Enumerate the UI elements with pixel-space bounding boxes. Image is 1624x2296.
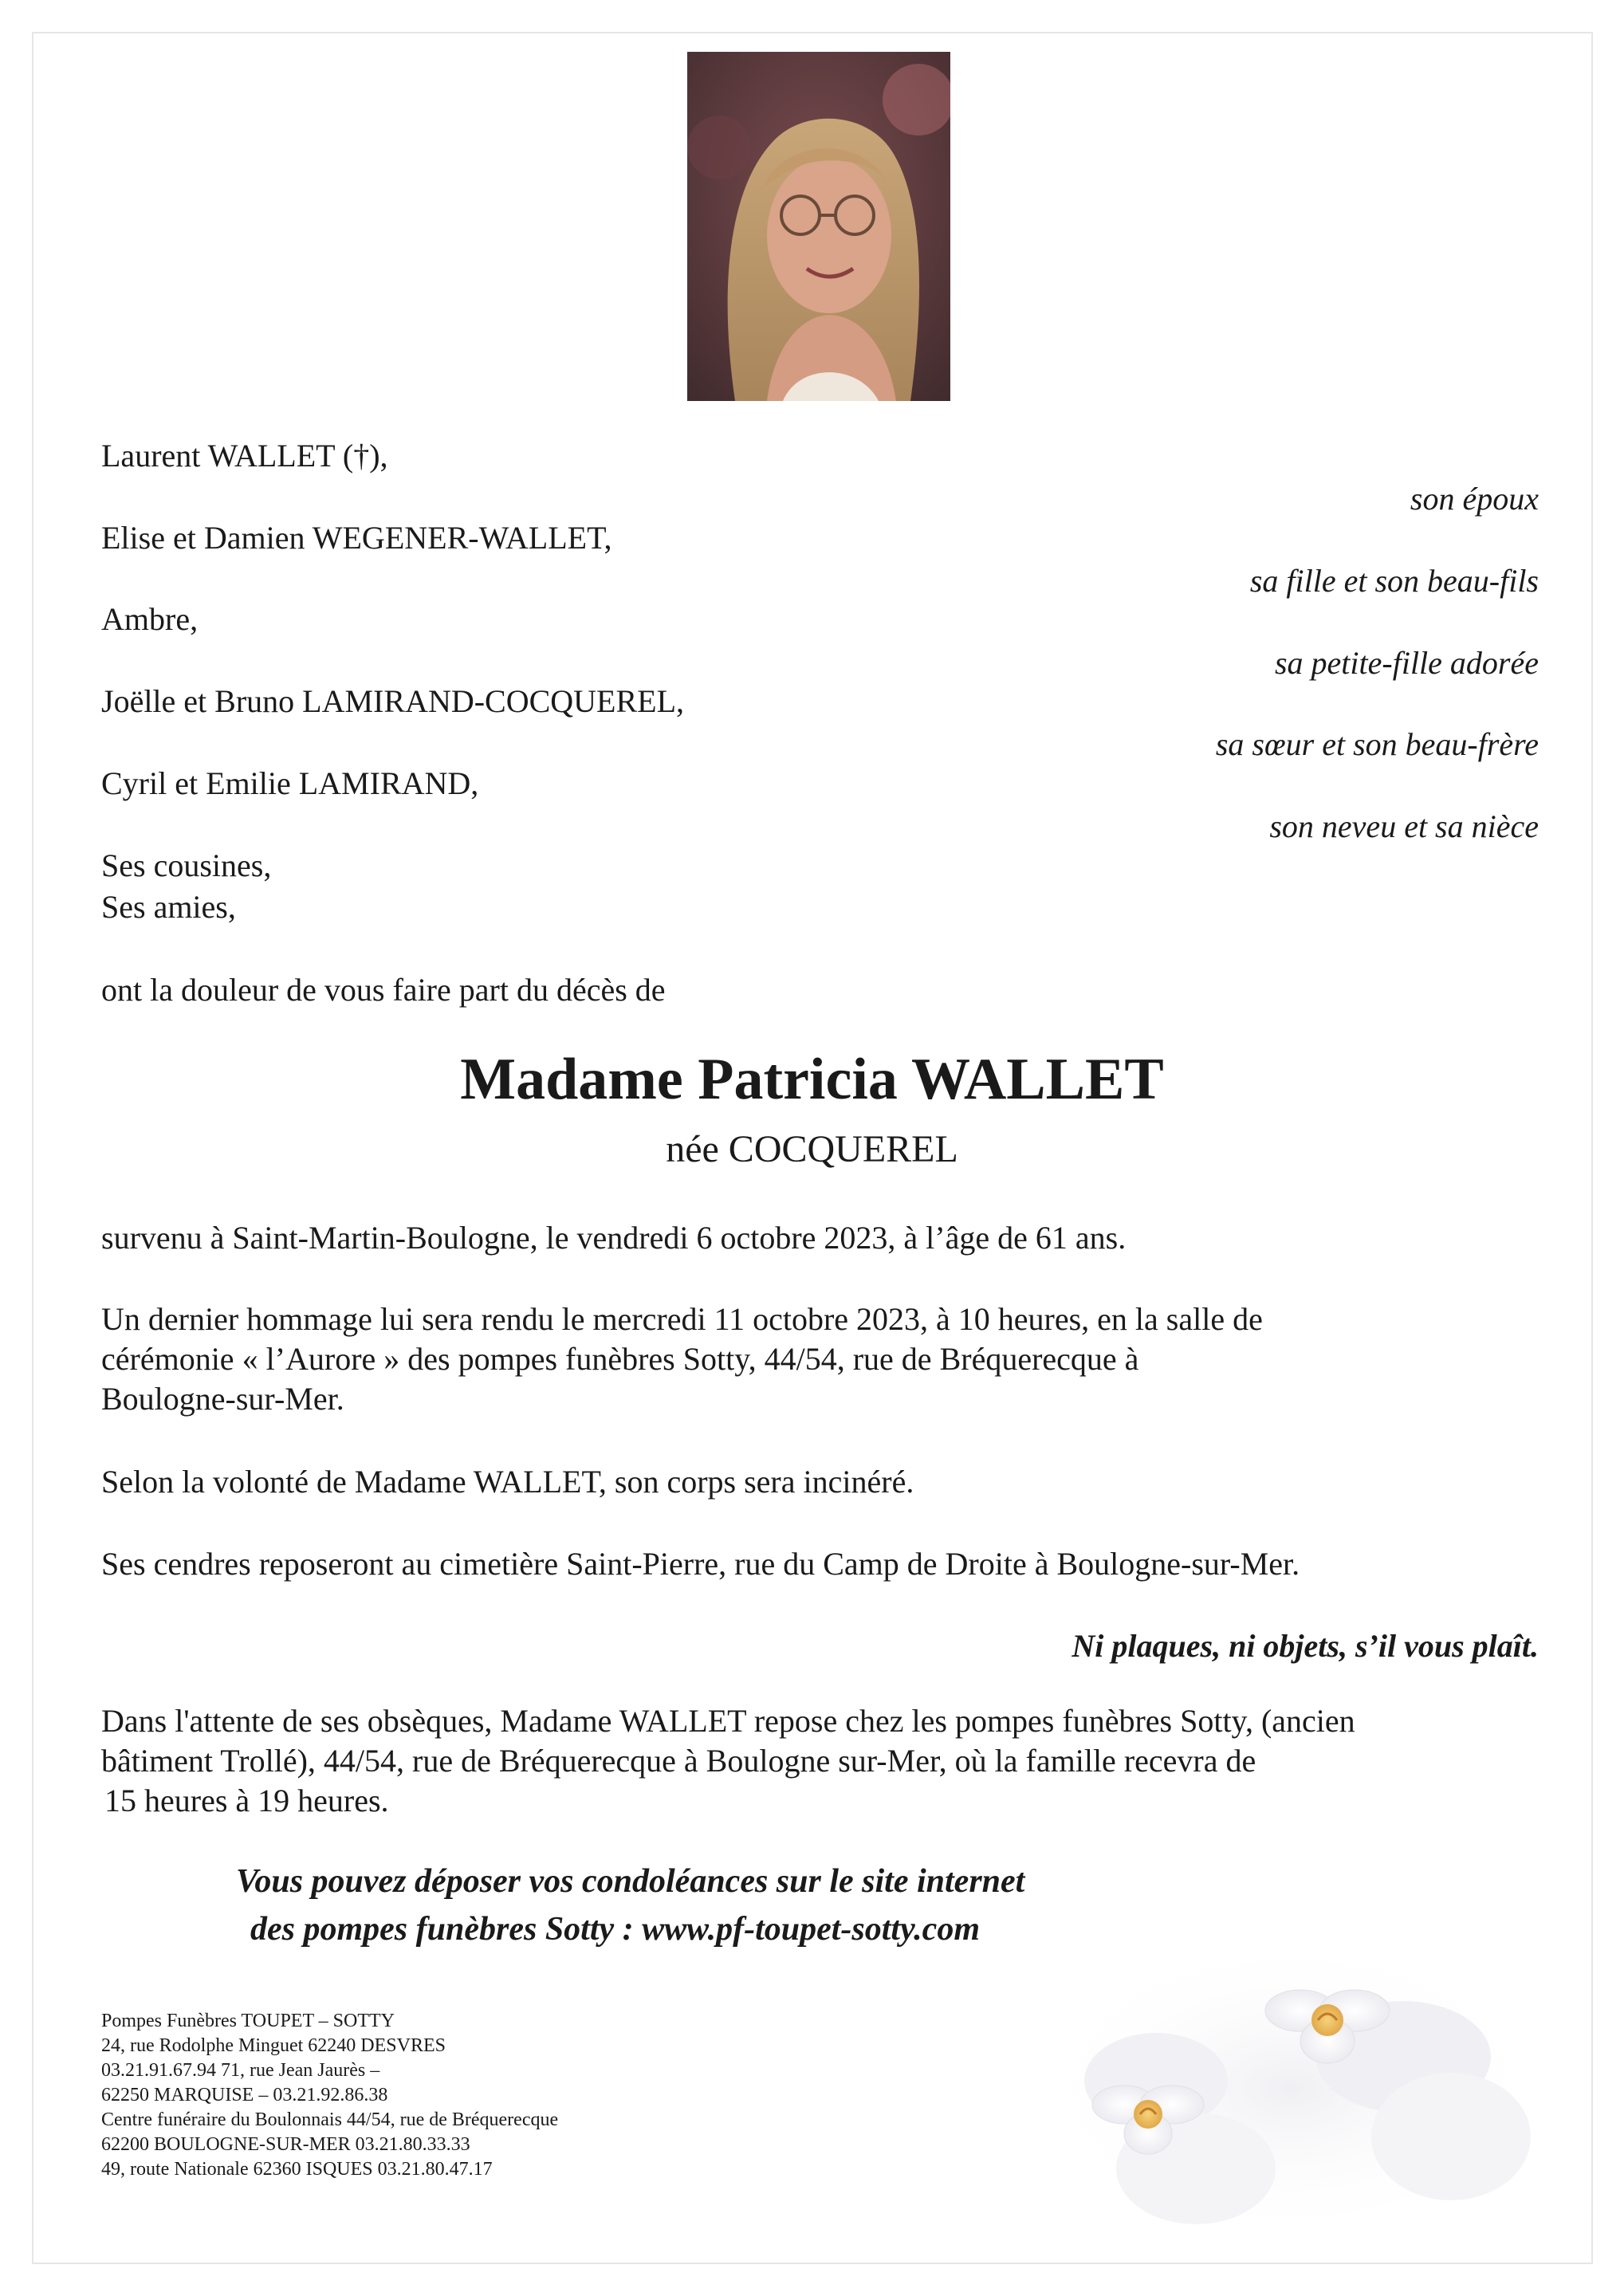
tribute-line: Boulogne-sur-Mer. (101, 1381, 344, 1417)
tribute-line: Un dernier hommage lui sera rendu le mercredi 11 octobre 2023, à 10 heures, en la salle de (101, 1301, 1263, 1337)
footer-line: Centre funéraire du Boulonnais 44/54, rue de Bréquerecque (101, 2109, 559, 2130)
family-relation: sa petite-fille adorée (1274, 645, 1539, 681)
condolences-note (236, 1858, 1024, 1953)
ashes-text: Ses cendres reposeront au cimetière Saint-Pierre, rue du Camp de Droite à Boulogne-sur-Mer. (101, 1546, 1300, 1582)
condolences-line: Vous pouvez déposer vos condoléances sur le site internet (236, 1863, 1025, 1900)
footer-line: 49, route Nationale 62360 ISQUES 03.21.80.47.17 (101, 2159, 493, 2180)
footer-line: Pompes Funèbres TOUPET – SOTTY (101, 2011, 395, 2031)
rest-line: 15 heures à 19 heures. (104, 1783, 389, 1818)
birth-name: née COCQUEREL (666, 1128, 958, 1170)
family-member-name: Ambre, (101, 601, 199, 637)
footer-line: 03.21.91.67.94 71, rue Jean Jaurès – (101, 2060, 380, 2081)
footer-line: 24, rue Rodolphe Minguet 62240 DESVRES (101, 2035, 446, 2056)
deceased-name: Madame Patricia WALLET (460, 1047, 1164, 1112)
footer-line: 62200 BOULOGNE-SUR-MER 03.21.80.33.33 (101, 2134, 470, 2155)
no-plaques-text: Ni plaques, ni objets, s’il vous plaît. (1072, 1628, 1539, 1664)
orchid-flowers-icon (1036, 1929, 1547, 2248)
family-member-name: Laurent WALLET (†), (101, 438, 388, 474)
death-details: survenu à Saint-Martin-Boulogne, le vendredi 6 octobre 2023, à l’âge de 61 ans. (101, 1220, 1127, 1256)
family-relation: son époux (1410, 481, 1539, 517)
tribute-line: cérémonie « l’Aurore » des pompes funèbres Sotty, 44/54, rue de Bréquerecque à (101, 1341, 1139, 1377)
cremation-text: Selon la volonté de Madame WALLET, son corps sera incinéré. (101, 1464, 914, 1500)
announcement-text: ont la douleur de vous faire part du décès de (101, 972, 666, 1008)
rest-line: bâtiment Trollé), 44/54, rue de Bréquerecque à Boulogne sur-Mer, où la famille recevra de (101, 1743, 1256, 1779)
orchid-decoration (1036, 1929, 1547, 2248)
rest-line: Dans l'attente de ses obsèques, Madame WALLET repose chez les pompes funèbres Sotty, (ancien (101, 1703, 1355, 1739)
funeral-home-footer (101, 2009, 558, 2182)
family-relation: sa sœur et son beau-frère (1215, 726, 1539, 762)
condolences-line: des pompes funèbres Sotty : www.pf-toupet-sotty.com (250, 1911, 980, 1948)
footer-line: 62250 MARQUISE – 03.21.92.86.38 (101, 2085, 388, 2105)
other-mourners: Ses amies, (101, 889, 236, 925)
portrait-photo-icon (687, 52, 950, 401)
rest-details (101, 1701, 1536, 1821)
family-relation: son neveu et sa nièce (1269, 808, 1539, 844)
family-member-name: Joëlle et Bruno LAMIRAND-COCQUEREL, (101, 683, 685, 719)
family-member-name: Elise et Damien WEGENER-WALLET, (101, 520, 612, 556)
other-mourners: Ses cousines, (101, 847, 272, 883)
portrait-photo (687, 52, 950, 401)
family-relation: sa fille et son beau-fils (1249, 563, 1539, 599)
family-member-name: Cyril et Emilie LAMIRAND, (101, 765, 479, 801)
tribute-details (101, 1299, 1536, 1419)
